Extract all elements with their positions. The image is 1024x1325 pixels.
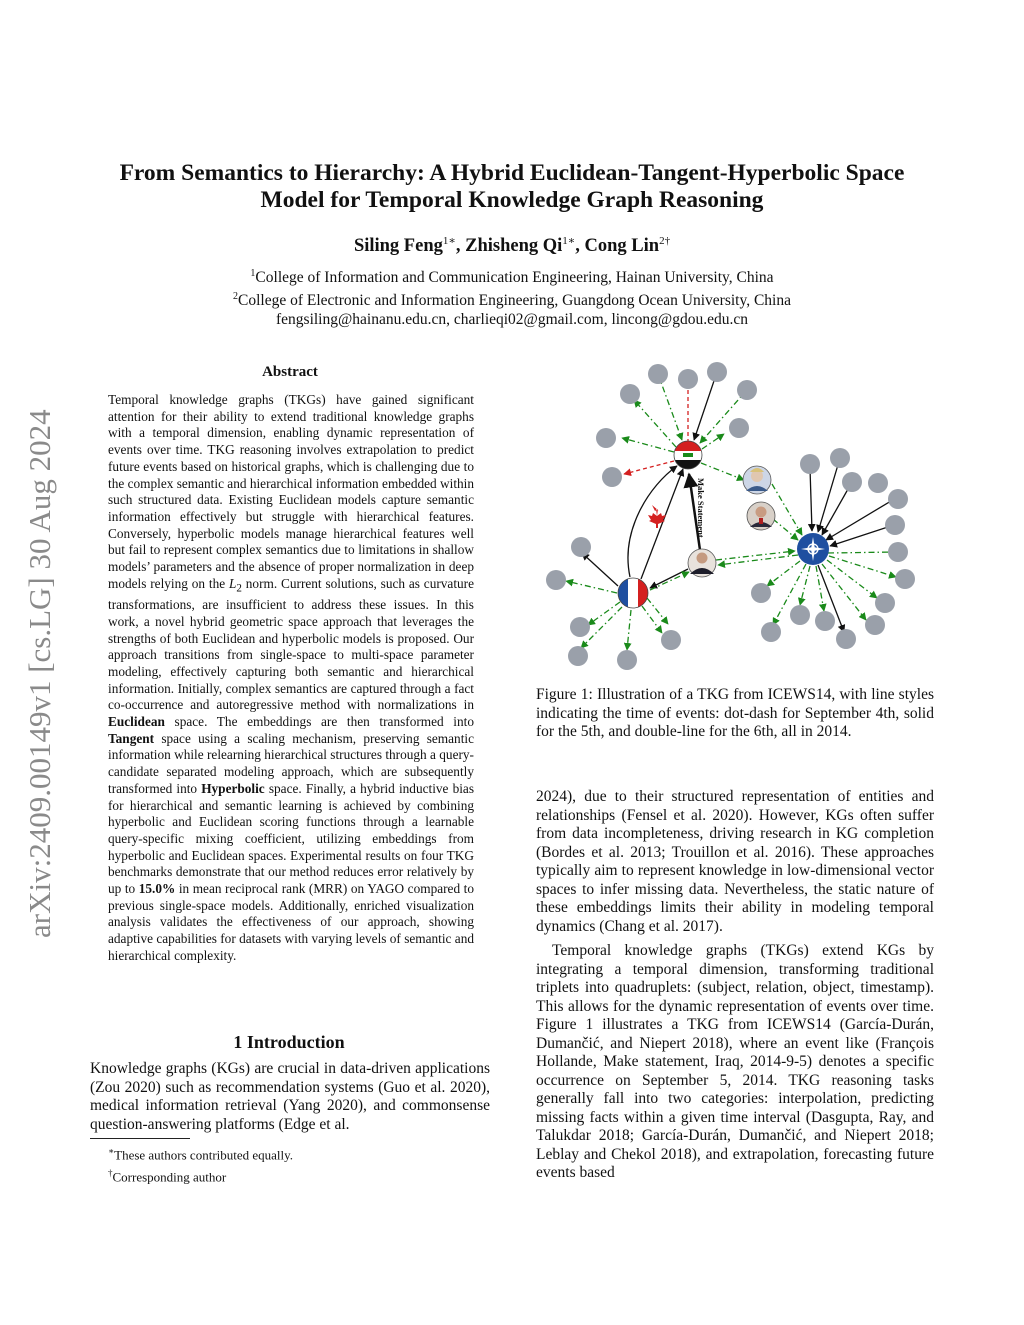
- entity-nodes: [546, 362, 915, 670]
- entity-node: [865, 615, 885, 635]
- affil-2-mark: 2: [233, 291, 239, 303]
- entity-node: [885, 515, 905, 535]
- abstract-text-5: space. Finally, a hybrid inductive bias for hierarchical and semantic learning is achieved by combining hyperbolic and Euclidean scoring functions through a learnable query-specific mixing coefficient, utilizing embeddings from hyperbolic and Euclidean spaces. Experimental results on four TKG benchmarks demonstrate that our method reduces error relatively by up to: [108, 780, 474, 897]
- france-flag-icon: [618, 578, 648, 608]
- author-3-mark: 2†: [659, 235, 671, 247]
- affiliation-1: College of Information and Communication Engineering, Hainan University, China: [255, 269, 774, 287]
- abstract-heading: Abstract: [262, 364, 318, 380]
- abstract-body: [108, 392, 474, 965]
- tangent-bold: Tangent: [108, 730, 155, 746]
- entity-node: [830, 448, 850, 468]
- abstract-text-3: space. The embeddings are then transformed into: [164, 714, 474, 730]
- paragraph-1: 2024), due to their structured representation of entities and relationships (Fensel et al. 2020). However, KGs often suffer from data incompleteness, driving research in KG completion (Bordes et al. 2013; Trouillon et al. 2016). These approaches typically aim to represent knowledge in low-dimensional vector spaces to infer missing data. Nevertheless, the static nature of these embeddings limits their ability in modeling temporal dynamics (Chang et al. 2017).: [536, 788, 934, 935]
- footnote-2-mark: †: [108, 1168, 113, 1179]
- hollande-avatar-icon: [688, 549, 716, 577]
- arxiv-stamp-text: arXiv:2409.00149v1 [cs.LG] 30 Aug 2024: [22, 409, 57, 938]
- affil-1-mark: 1: [250, 268, 256, 279]
- title-line-2: Model for Temporal Knowledge Graph Reasoning: [260, 187, 764, 213]
- section-heading-introduction: 1 Introduction: [233, 1032, 345, 1052]
- entity-node: [596, 428, 616, 448]
- entity-node: [602, 467, 622, 487]
- arxiv-stamp: [12, 360, 62, 940]
- person-male-avatar-icon: [747, 502, 775, 530]
- entity-node: [842, 472, 862, 492]
- author-1-mark: 1∗: [442, 235, 456, 247]
- entity-node: [661, 630, 681, 650]
- entity-node: [868, 473, 888, 493]
- entity-node: [707, 362, 727, 382]
- entity-node: [571, 537, 591, 557]
- entity-node: [568, 646, 588, 666]
- iraq-flag-icon: [674, 441, 702, 470]
- footnote-1-text: These authors contributed equally.: [114, 1147, 294, 1163]
- entity-node: [620, 384, 640, 404]
- abstract-text-6: in mean reciprocal rank (MRR) on YAGO compared to previous single-space models. Additionally, enriched visualization analysis validates the effectiveness of our approach, showing adaptive capabilities for datasets with varying levels of semantic and hierarchical complexity.: [108, 881, 474, 963]
- entity-node: [546, 570, 566, 590]
- entity-node: [888, 542, 908, 562]
- author-2-mark: 1∗: [562, 235, 576, 247]
- emails: fengsiling@hainanu.edu.cn, charlieqi02@gmail.com, lincong@gdou.edu.cn: [276, 311, 748, 329]
- percent-bold: 15.0%: [138, 881, 176, 897]
- norm-symbol: L: [228, 575, 237, 591]
- paragraph-2: Temporal knowledge graphs (TKGs) extend KGs by integrating a temporal dimension, transforming traditional triplets into quadruplets: (subject, relation, object, timestamp). This allows for the dynamic representation of events over time. Figure 1 illustrates a TKG from ICEWS14 (García-Durán, Dumančić, and Niepert 2018), where an event like (François Hollande, Make statement, Iraq, 2014-9-5) denotes a specific occurrence on September 5, 2014. TKG reasoning tasks generally fall into two categories: interpolation, predicting missing facts within a given time interval (Dasgupta, Ray, and Talukdar 2018; García-Durán, Dumančić, and Niepert 2018; Leblay and Chekol 2018), and extrapolation, forecasting future events based: [536, 942, 934, 1181]
- entity-node: [888, 489, 908, 509]
- entity-node: [800, 454, 820, 474]
- footnotes: [108, 1142, 488, 1187]
- entity-node: [751, 583, 771, 603]
- hyperbolic-bold: Hyperbolic: [201, 780, 265, 796]
- footnote-rule: [90, 1138, 190, 1139]
- abstract-text-4: space using a scaling mechanism, preserving semantic information while relearning hierarchical structures through a query-candidate separated modeling approach, which are subsequently transformed into: [108, 730, 474, 796]
- person-female-avatar-icon: [743, 466, 771, 494]
- entity-node: [617, 650, 637, 670]
- entity-node: [761, 622, 781, 642]
- abstract-text-1: Temporal knowledge graphs (TKGs) have gained significant attention for their ability to extend traditional knowledge graphs with a temporal dimension, enabling dynamic representation of events over time. TKG reasoning involves extrapolation to predict future events based on historical graphs, which is challenging due to the complex semantic and hierarchical information embedded within such structured data. Existing Euclidean models capture semantic information effectively but struggle with hierarchical features. Conversely, hyperbolic models manage hierarchical features well but fail to represent complex semantics due to limitations in shallow models’ parameters and the absence of proper normalization in deep models relying on the: [108, 392, 474, 591]
- euclidean-bold: Euclidean: [108, 714, 165, 730]
- right-column-text: [536, 788, 934, 1189]
- norm-subscript: 2: [236, 582, 242, 595]
- entity-node: [729, 418, 749, 438]
- entity-node: [875, 593, 895, 613]
- entity-node: [570, 617, 590, 637]
- footnote-1-mark: ∗: [108, 1146, 115, 1156]
- entity-node: [790, 605, 810, 625]
- author-list: Siling Feng$^{1∗}$, Zhisheng $Qi^{1∗}$, Cong Lin$^{2\dagger}$: [353, 235, 671, 257]
- entity-node: [648, 364, 668, 384]
- author-3: Cong Lin: [584, 236, 660, 257]
- introduction-text: Knowledge graphs (KGs) are crucial in data-driven applications (Zou 2020) such as recommendation systems (Guo et al. 2020), medical information retrieval (Yang 2020), and commonsense question-answering platforms (Edge et al.: [90, 1060, 490, 1133]
- entity-node: [737, 380, 757, 400]
- footnote-2-text: Corresponding author: [112, 1169, 227, 1185]
- affiliation-2: College of Electronic and Information Engineering, Guangdong Ocean University, China: [238, 292, 791, 310]
- affiliations: [80, 264, 944, 329]
- nato-flag-icon: [797, 533, 829, 565]
- entity-node: [895, 569, 915, 589]
- figure-1-caption: Figure 1: Illustration of a TKG from ICEWS14, with line styles indicating the time of events: dot-dash for September 4th, solid for the 5th, and double-line for the 6th, all in 2014.: [536, 686, 934, 740]
- paper-title: [80, 160, 944, 214]
- canada-flag-icon: [648, 505, 666, 528]
- author-1: Siling Feng: [353, 236, 443, 257]
- title-line-1: From Semantics to Hierarchy: A Hybrid Euclidean-Tangent-Hyperbolic Space: [119, 160, 905, 186]
- abstract-text-2: norm. Current solutions, such as curvature transformations, are insufficient to address these issues. In this work, a novel hybrid geometric space approach that leverages the strengths of both Euclidean and hyperbolic models is proposed. Our approach transitions from single-space to multi-space parameter modeling, effectively capturing both semantic and hierarchical information. Initially, complex semantics are captured through a fact co-occurrence and autoregressive method with normalizations in: [108, 575, 474, 713]
- figure-1-tkg-graph: [540, 360, 940, 680]
- footnote-1: [108, 1142, 488, 1164]
- entity-node: [815, 611, 835, 631]
- footnote-2: [108, 1164, 488, 1186]
- entity-node: [836, 629, 856, 649]
- author-2: Zhisheng Qi: [465, 236, 563, 257]
- make-statement-edge-label: Make Statement: [696, 478, 706, 538]
- entity-node: [678, 369, 698, 389]
